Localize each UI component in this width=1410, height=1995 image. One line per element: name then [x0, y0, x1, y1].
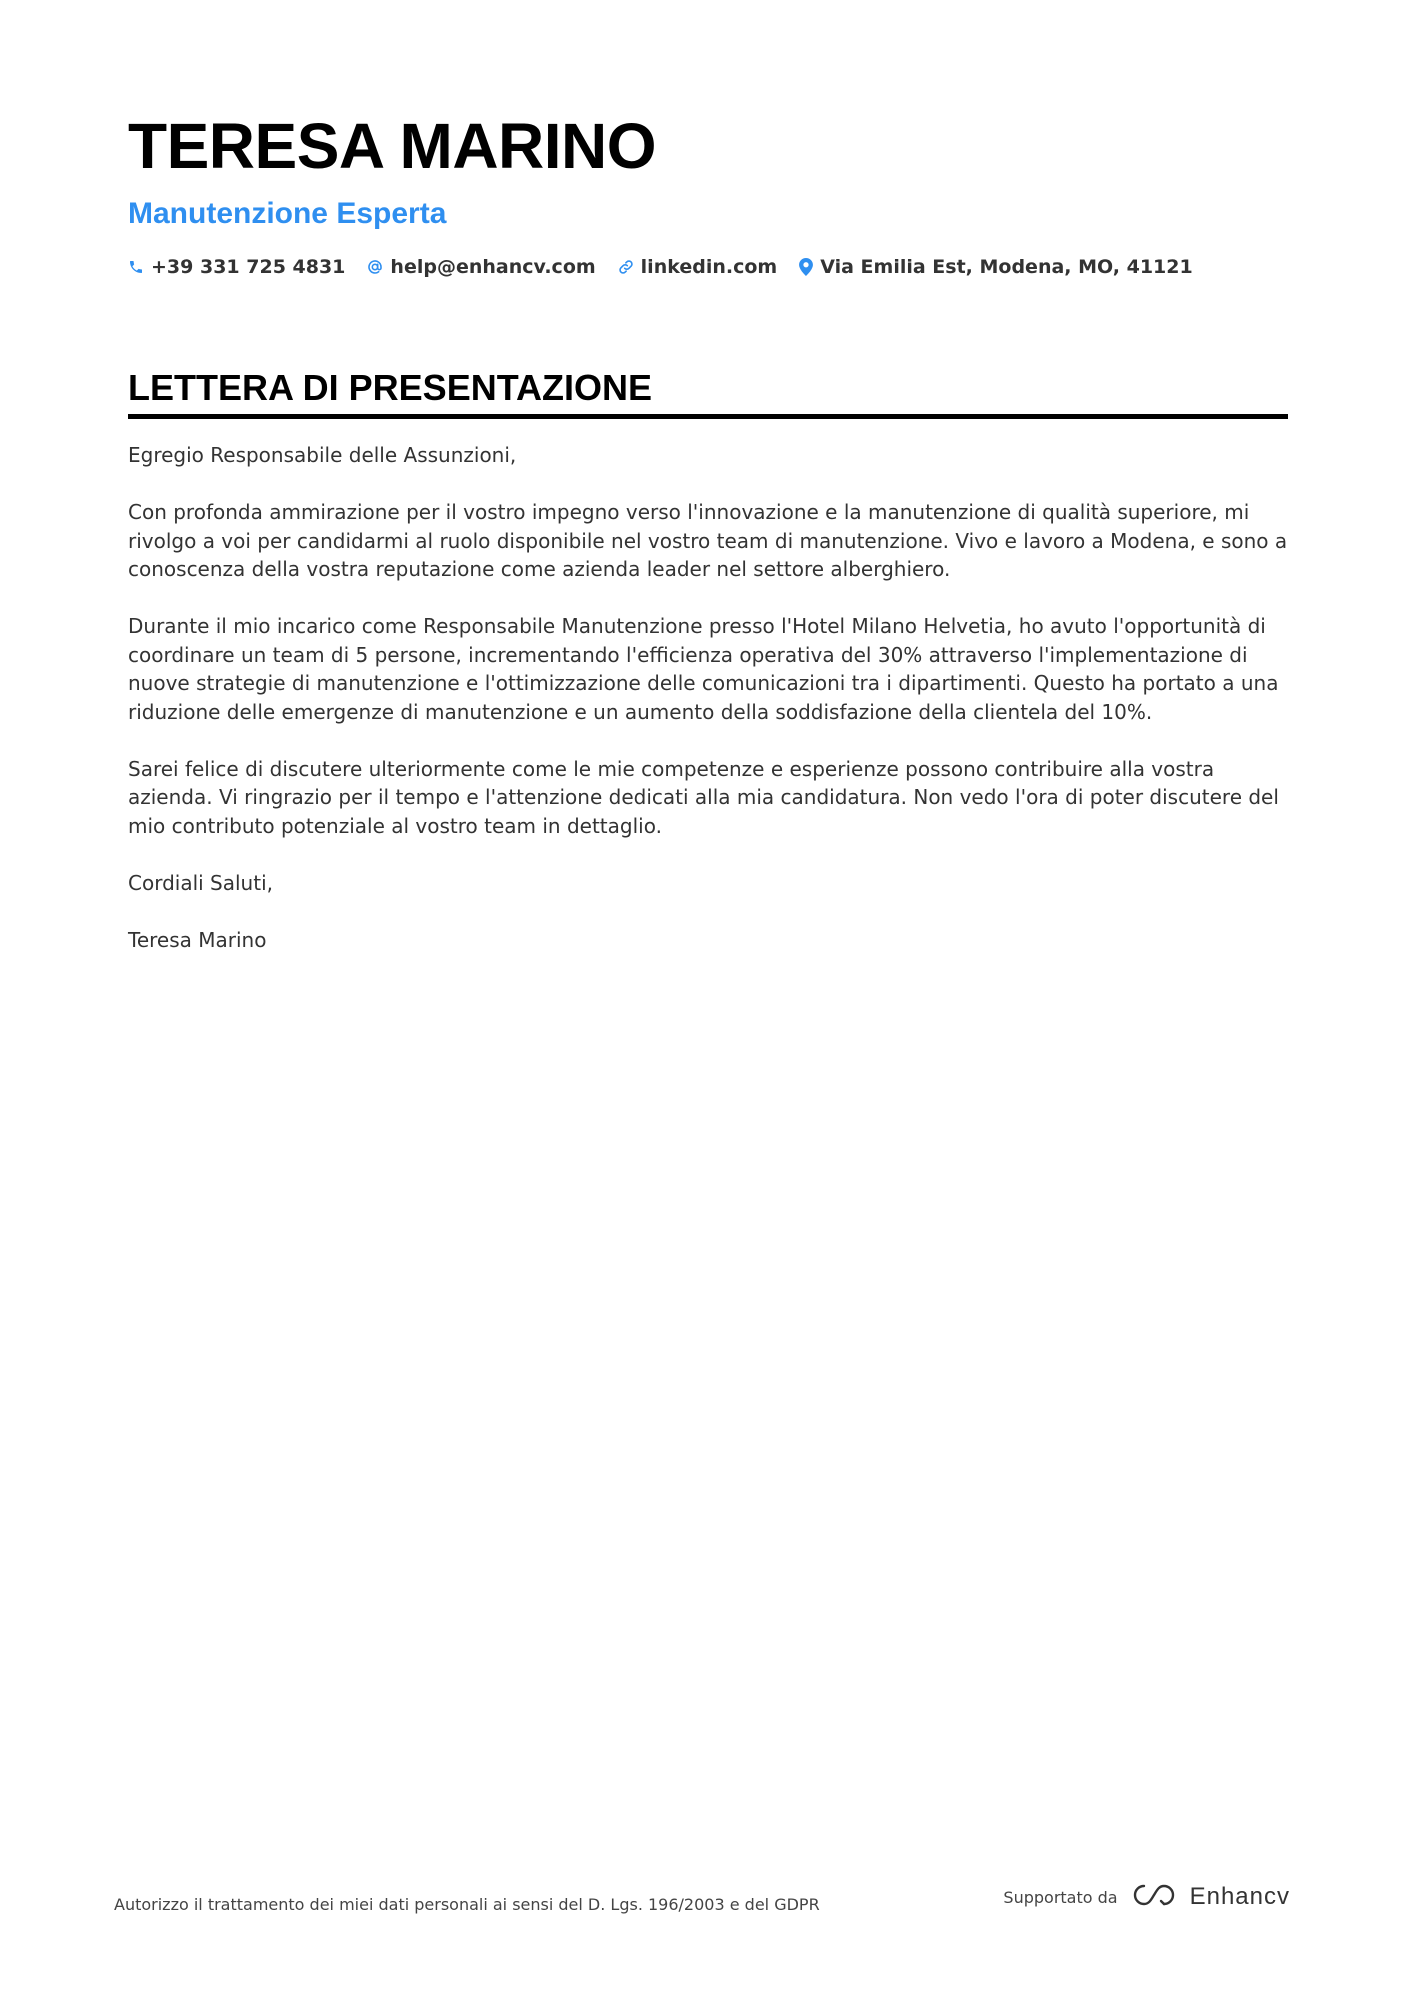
candidate-role: Manutenzione Esperta	[128, 197, 447, 230]
phone-icon	[128, 259, 144, 275]
location-pin-icon	[799, 258, 813, 276]
cover-letter-section	[128, 366, 1288, 983]
contact-linkedin[interactable]	[618, 256, 778, 278]
link-icon	[618, 259, 634, 275]
powered-by-text: Supportato da	[1003, 1887, 1118, 1907]
brand-name: Enhancv	[1189, 1883, 1290, 1910]
linkedin-text[interactable]: linkedin.com	[640, 256, 778, 278]
contact-email[interactable]	[367, 256, 595, 278]
letter-paragraph-3: Sarei felice di discutere ulteriormente come le mie competenze e esperienze possono contribuire alla vostra azienda. Vi ringrazio per il tempo e l'attenzione dedicati alla mia candidatura. Non vedo l'ora di poter discutere del mio contributo potenziale al vostro team in dettaglio.	[128, 756, 1279, 838]
letter-signature: Teresa Marino	[128, 927, 267, 952]
letter-paragraph-2: Durante il mio incarico come Responsabile Manutenzione presso l'Hotel Milano Helvetia, ho avuto l'opportunità di coordinare un team di 5 persone, incrementando l'efficienza operativa del 30% attraverso l'implementazione di nuove strategie di manutenzione e l'ottimizzazione delle comunicazioni tra i dipartimenti. Questo ha portato a una riduzione delle emergenze di manutenzione e un aumento della soddisfazione della clientela del 10%.	[128, 614, 1279, 724]
contact-phone	[128, 256, 345, 278]
contact-bar	[128, 256, 1288, 278]
header	[128, 108, 1288, 278]
footer-consent: Autorizzo il trattamento dei miei dati personali ai sensi del D. Lgs. 196/2003 e del GDPR	[114, 1895, 820, 1914]
letter-closing: Cordiali Saluti,	[128, 870, 273, 895]
letter-greeting: Egregio Responsabile delle Assunzioni,	[128, 443, 517, 467]
candidate-name: TERESA MARINO	[128, 110, 657, 182]
letter-body	[128, 441, 1288, 954]
footer-branding[interactable]	[1003, 1882, 1290, 1912]
at-icon	[367, 259, 383, 275]
enhancv-logo-icon	[1130, 1882, 1178, 1912]
address-text: Via Emilia Est, Modena, MO, 41121	[820, 256, 1193, 278]
letter-paragraph-1: Con profonda ammirazione per il vostro impegno verso l'innovazione e la manutenzione di qualità superiore, mi rivolgo a voi per candidarmi al ruolo disponibile nel vostro team di manutenzione. Vivo e lavoro a Modena, e sono a conoscenza della vostra reputazione come azienda leader nel settore alberghiero.	[128, 500, 1288, 581]
email-text[interactable]: help@enhancv.com	[390, 256, 596, 278]
section-title: LETTERA DI PRESENTAZIONE	[128, 366, 1288, 419]
phone-text: +39 331 725 4831	[151, 256, 346, 278]
contact-address	[799, 256, 1192, 278]
